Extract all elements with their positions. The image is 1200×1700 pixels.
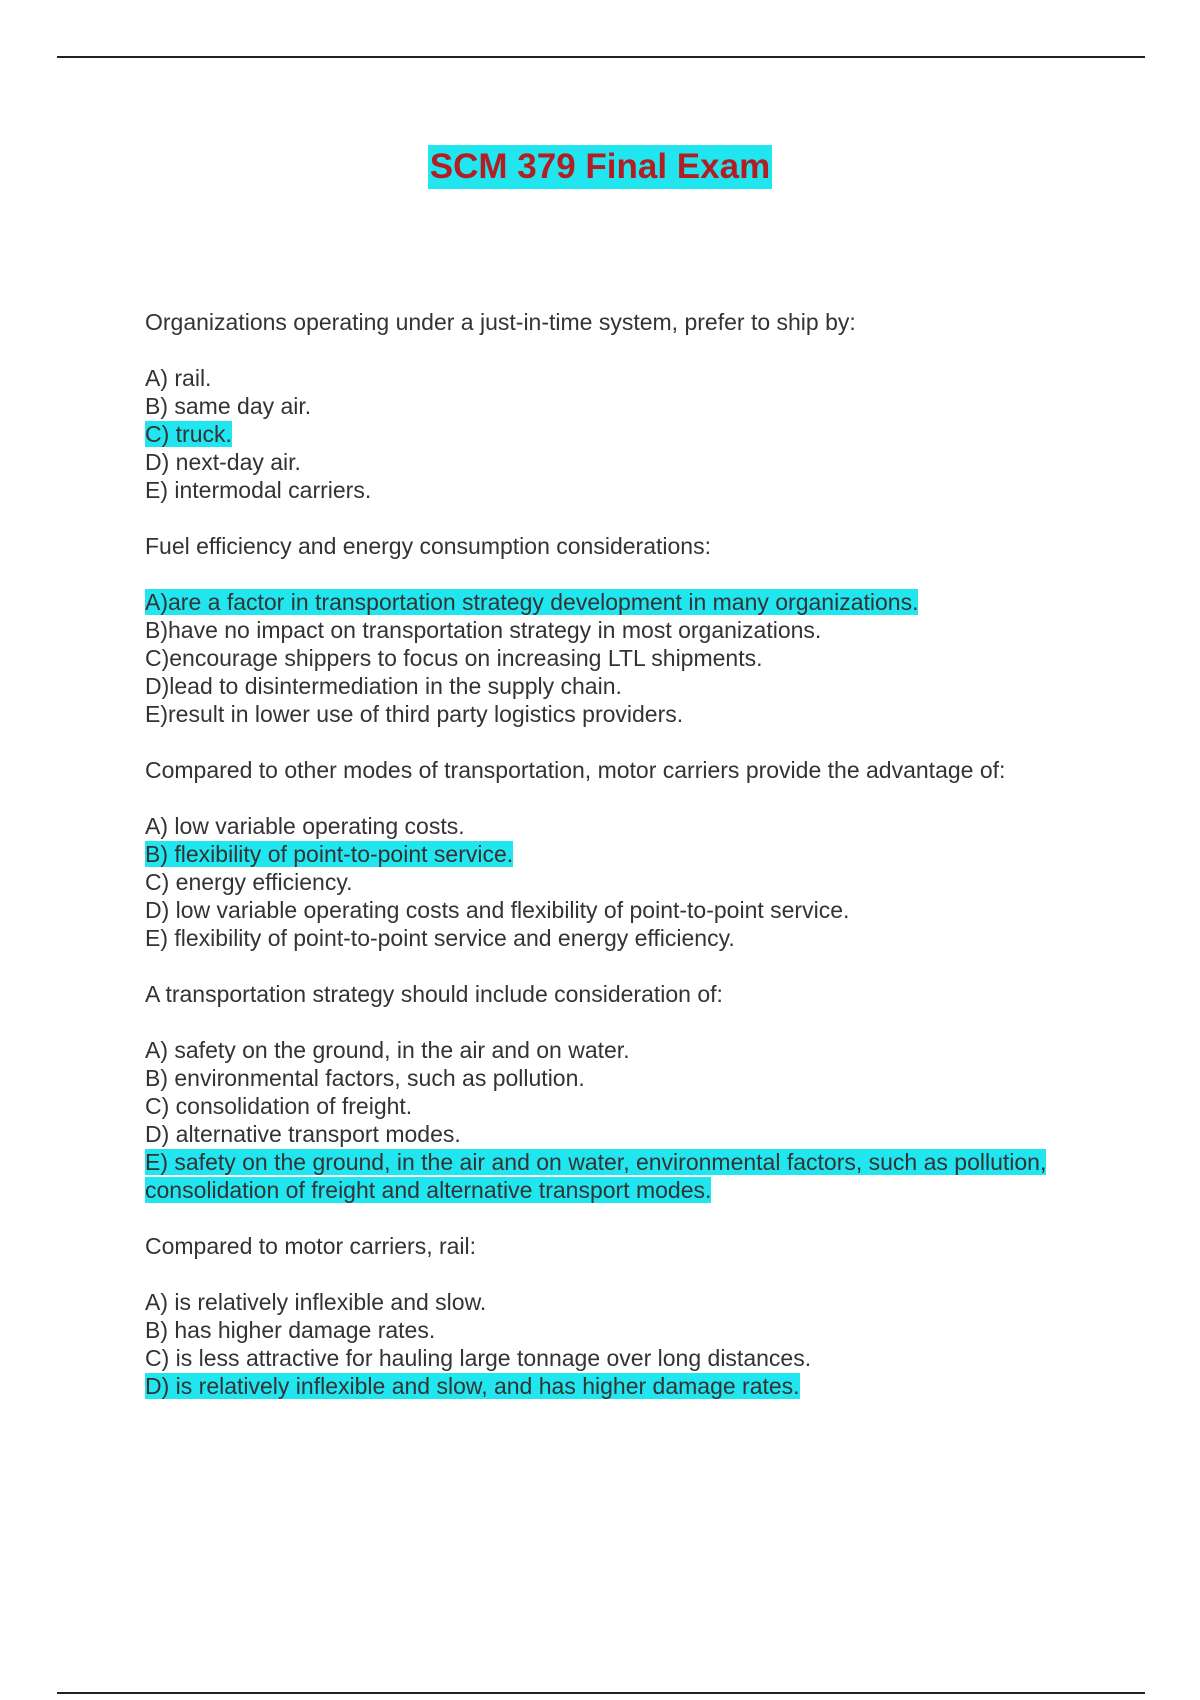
option-c [145, 868, 1085, 896]
question-stem: Compared to other modes of transportation, motor carriers provide the advantage of: [145, 757, 1006, 783]
option-text: C) is less attractive for hauling large tonnage over long distances. [145, 1345, 812, 1371]
highlighted-answer: A)are a factor in transportation strategy development in many organizations. [145, 589, 919, 615]
option-text: C) energy efficiency. [145, 869, 353, 895]
option-c [145, 1092, 1085, 1120]
option-text: A) low variable operating costs. [145, 813, 465, 839]
highlighted-answer: B) flexibility of point-to-point service. [145, 841, 514, 867]
option-text: C)encourage shippers to focus on increasing LTL shipments. [145, 645, 763, 671]
option-text: A) is relatively inflexible and slow. [145, 1289, 487, 1315]
option-c [145, 644, 1085, 672]
option-text: A) safety on the ground, in the air and on water. [145, 1037, 630, 1063]
highlighted-answer: C) truck. [145, 421, 232, 447]
option-b [145, 392, 1085, 420]
question-stem: Compared to motor carriers, rail: [145, 1233, 477, 1259]
page-title: SCM 379 Final Exam [428, 145, 772, 189]
highlighted-answer: D) is relatively inflexible and slow, and has higher damage rates. [145, 1373, 800, 1399]
option-text: D) alternative transport modes. [145, 1121, 461, 1147]
option-d [145, 896, 1085, 924]
question-4 [145, 980, 1085, 1204]
option-d [145, 448, 1085, 476]
option-d [145, 1120, 1085, 1148]
option-b-answer [145, 840, 1085, 868]
option-e [145, 924, 1085, 952]
option-e [145, 700, 1085, 728]
highlighted-answer: E) safety on the ground, in the air and on water, environmental factors, such as pollution, consolidation of freight and alternative transport modes. [145, 1149, 1047, 1203]
option-list [145, 1036, 1085, 1204]
option-text: B) same day air. [145, 393, 312, 419]
option-text: E) flexibility of point-to-point service and energy efficiency. [145, 925, 735, 951]
option-a [145, 364, 1085, 392]
question-list [145, 308, 1085, 1428]
option-text: A) rail. [145, 365, 212, 391]
option-list [145, 364, 1085, 504]
option-d-answer [145, 1372, 1085, 1400]
option-b [145, 616, 1085, 644]
option-list [145, 1288, 1085, 1400]
title-container [0, 145, 1200, 189]
question-3 [145, 756, 1085, 952]
option-e [145, 476, 1085, 504]
question-5 [145, 1232, 1085, 1400]
option-a [145, 1288, 1085, 1316]
option-text: E)result in lower use of third party logistics providers. [145, 701, 684, 727]
option-e-answer [145, 1148, 1085, 1204]
top-rule [57, 56, 1145, 58]
option-c [145, 1344, 1085, 1372]
question-1 [145, 308, 1085, 504]
option-text: E) intermodal carriers. [145, 477, 372, 503]
option-a-answer [145, 588, 1085, 616]
question-stem: Organizations operating under a just-in-time system, prefer to ship by: [145, 309, 856, 335]
option-a [145, 812, 1085, 840]
option-d [145, 672, 1085, 700]
option-list [145, 588, 1085, 728]
question-stem: A transportation strategy should include consideration of: [145, 981, 723, 1007]
option-c-answer [145, 420, 1085, 448]
option-text: B) has higher damage rates. [145, 1317, 436, 1343]
option-list [145, 812, 1085, 952]
bottom-rule [57, 1692, 1145, 1694]
question-stem: Fuel efficiency and energy consumption considerations: [145, 533, 711, 559]
option-b [145, 1064, 1085, 1092]
option-text: D)lead to disintermediation in the supply chain. [145, 673, 622, 699]
question-2 [145, 532, 1085, 728]
option-text: D) next-day air. [145, 449, 301, 475]
option-text: C) consolidation of freight. [145, 1093, 413, 1119]
option-a [145, 1036, 1085, 1064]
option-text: B) environmental factors, such as pollution. [145, 1065, 585, 1091]
option-b [145, 1316, 1085, 1344]
option-text: D) low variable operating costs and flexibility of point-to-point service. [145, 897, 850, 923]
option-text: B)have no impact on transportation strategy in most organizations. [145, 617, 822, 643]
